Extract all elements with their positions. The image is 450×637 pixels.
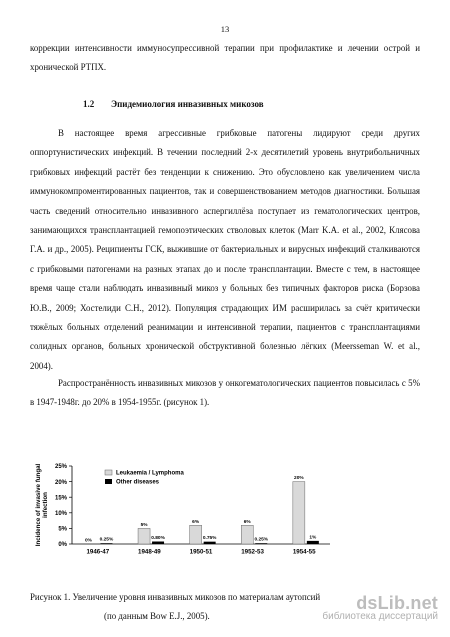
x-category-label: 1954-55 <box>292 548 316 556</box>
data-label-leukaemia: 20% <box>294 476 304 482</box>
y-tick-label: 5% <box>58 526 67 533</box>
paragraph-prevalence <box>30 374 420 413</box>
data-label-other: 0.25% <box>99 537 114 543</box>
section-number: 1.2 <box>83 99 95 109</box>
y-tick-label: 10% <box>54 511 67 517</box>
bar-other-diseases <box>100 543 112 544</box>
section-heading <box>83 99 264 109</box>
data-label-leukaemia: 6% <box>192 519 200 525</box>
bar-leukaemia-lymphoma <box>138 528 150 544</box>
caption-line-2: (по данным Bow E.J., 2005). <box>104 611 210 621</box>
figure-caption <box>30 588 320 626</box>
bar-other-diseases <box>204 542 216 544</box>
watermark-subtitle: библиотека диссертаций <box>322 611 438 622</box>
intro-paragraph: коррекции интенсивности иммуносупрессивной терапии при профилактике и лечении острой и хронической РТПХ. <box>30 43 420 73</box>
legend-label-leukaemia: Leukaemia / Lymphoma <box>116 470 184 477</box>
bar-leukaemia-lymphoma <box>293 482 305 544</box>
bar-other-diseases <box>152 542 164 544</box>
paragraph-3-text: Распространённость инвазивных микозов у онкогематологических пациентов повысилась с 5% в 1947-1948г. до 20% в 1954-1955г. (рисунок 1). <box>30 378 420 408</box>
x-category-label: 1950-51 <box>189 548 213 556</box>
bar-other-diseases <box>255 543 267 544</box>
paragraph-epidemiology <box>30 124 420 376</box>
data-label-other: 0.80% <box>151 536 165 542</box>
legend-swatch-leukaemia <box>105 470 112 475</box>
x-category-label: 1948-49 <box>138 548 161 556</box>
watermark-logo: dsLib.net <box>356 593 438 613</box>
x-category-label: 1946-47 <box>86 548 110 556</box>
y-axis-title: Incidence of invasive fungalinfection <box>35 463 49 547</box>
watermark <box>322 593 438 622</box>
data-label-leukaemia: 6% <box>243 519 251 525</box>
data-label-leukaemia: 0% <box>84 538 92 544</box>
bar-leukaemia-lymphoma <box>241 525 253 544</box>
data-label-other: 0.75% <box>202 536 217 542</box>
y-tick-label: 15% <box>54 495 67 502</box>
x-category-label: 1952-53 <box>241 548 264 556</box>
data-label-other: 0.25% <box>254 537 269 543</box>
page-number: 13 <box>220 24 230 34</box>
bar-chart-svg <box>30 458 335 562</box>
bar-other-diseases <box>307 541 319 544</box>
figure-1-chart <box>30 458 335 567</box>
y-tick-label: 25% <box>54 464 67 471</box>
data-label-leukaemia: 5% <box>140 522 148 528</box>
legend-label-other: Other diseases <box>116 479 160 486</box>
legend-swatch-other <box>105 479 112 484</box>
y-tick-label: 20% <box>54 479 67 486</box>
caption-line-1: Рисунок 1. Увеличение уровня инвазивных микозов по материалам аутопсий <box>30 592 321 602</box>
y-tick-label: 0% <box>58 542 67 549</box>
bar-leukaemia-lymphoma <box>190 525 202 544</box>
paragraph-2-text: В настоящее время агрессивные грибковые патогены лидируют среди других оппортунистических инфекций. В течении последний 2-х десятилетий уровень внутрибольничных грибковых инфекций растёт без тенденции к снижению. Это обусловлено как увеличением числа иммунокомпроментированных пациентов, так и совершенствованием методов диагностики. Большая часть сведений относительно инвазивного аспергиллёза поступает из гематологических центров, занимающихся трансплантацией гемопоэтических стволовых клеток (Marr K.A. et al., 2002, Клясова Г.А. и др., 2005). Реципиенты ГСК, выжившие от бактериальных и вирусных инфекций сталкиваются с грибковыми патогенами на разных этапах до и после трансплантации. Вместе с тем, в настоящее время чаще стали наблюдать инвазивный микоз у больных без типичных факторов риска (Борзова Ю.В., 2009; Хостелиди С.Н., 2012). Популяция страдающих ИМ расширилась за счёт критически тяжёлых больных отделений реанимации и интенсивной терапии, пациентов с трансплантациями солидных органов, больных хронической обструктивной болезнью лёгких (Meersseman W. et al., 2004). <box>30 128 420 371</box>
section-title: Эпидемиология инвазивных микозов <box>111 99 264 109</box>
data-label-other: 1% <box>309 535 317 541</box>
